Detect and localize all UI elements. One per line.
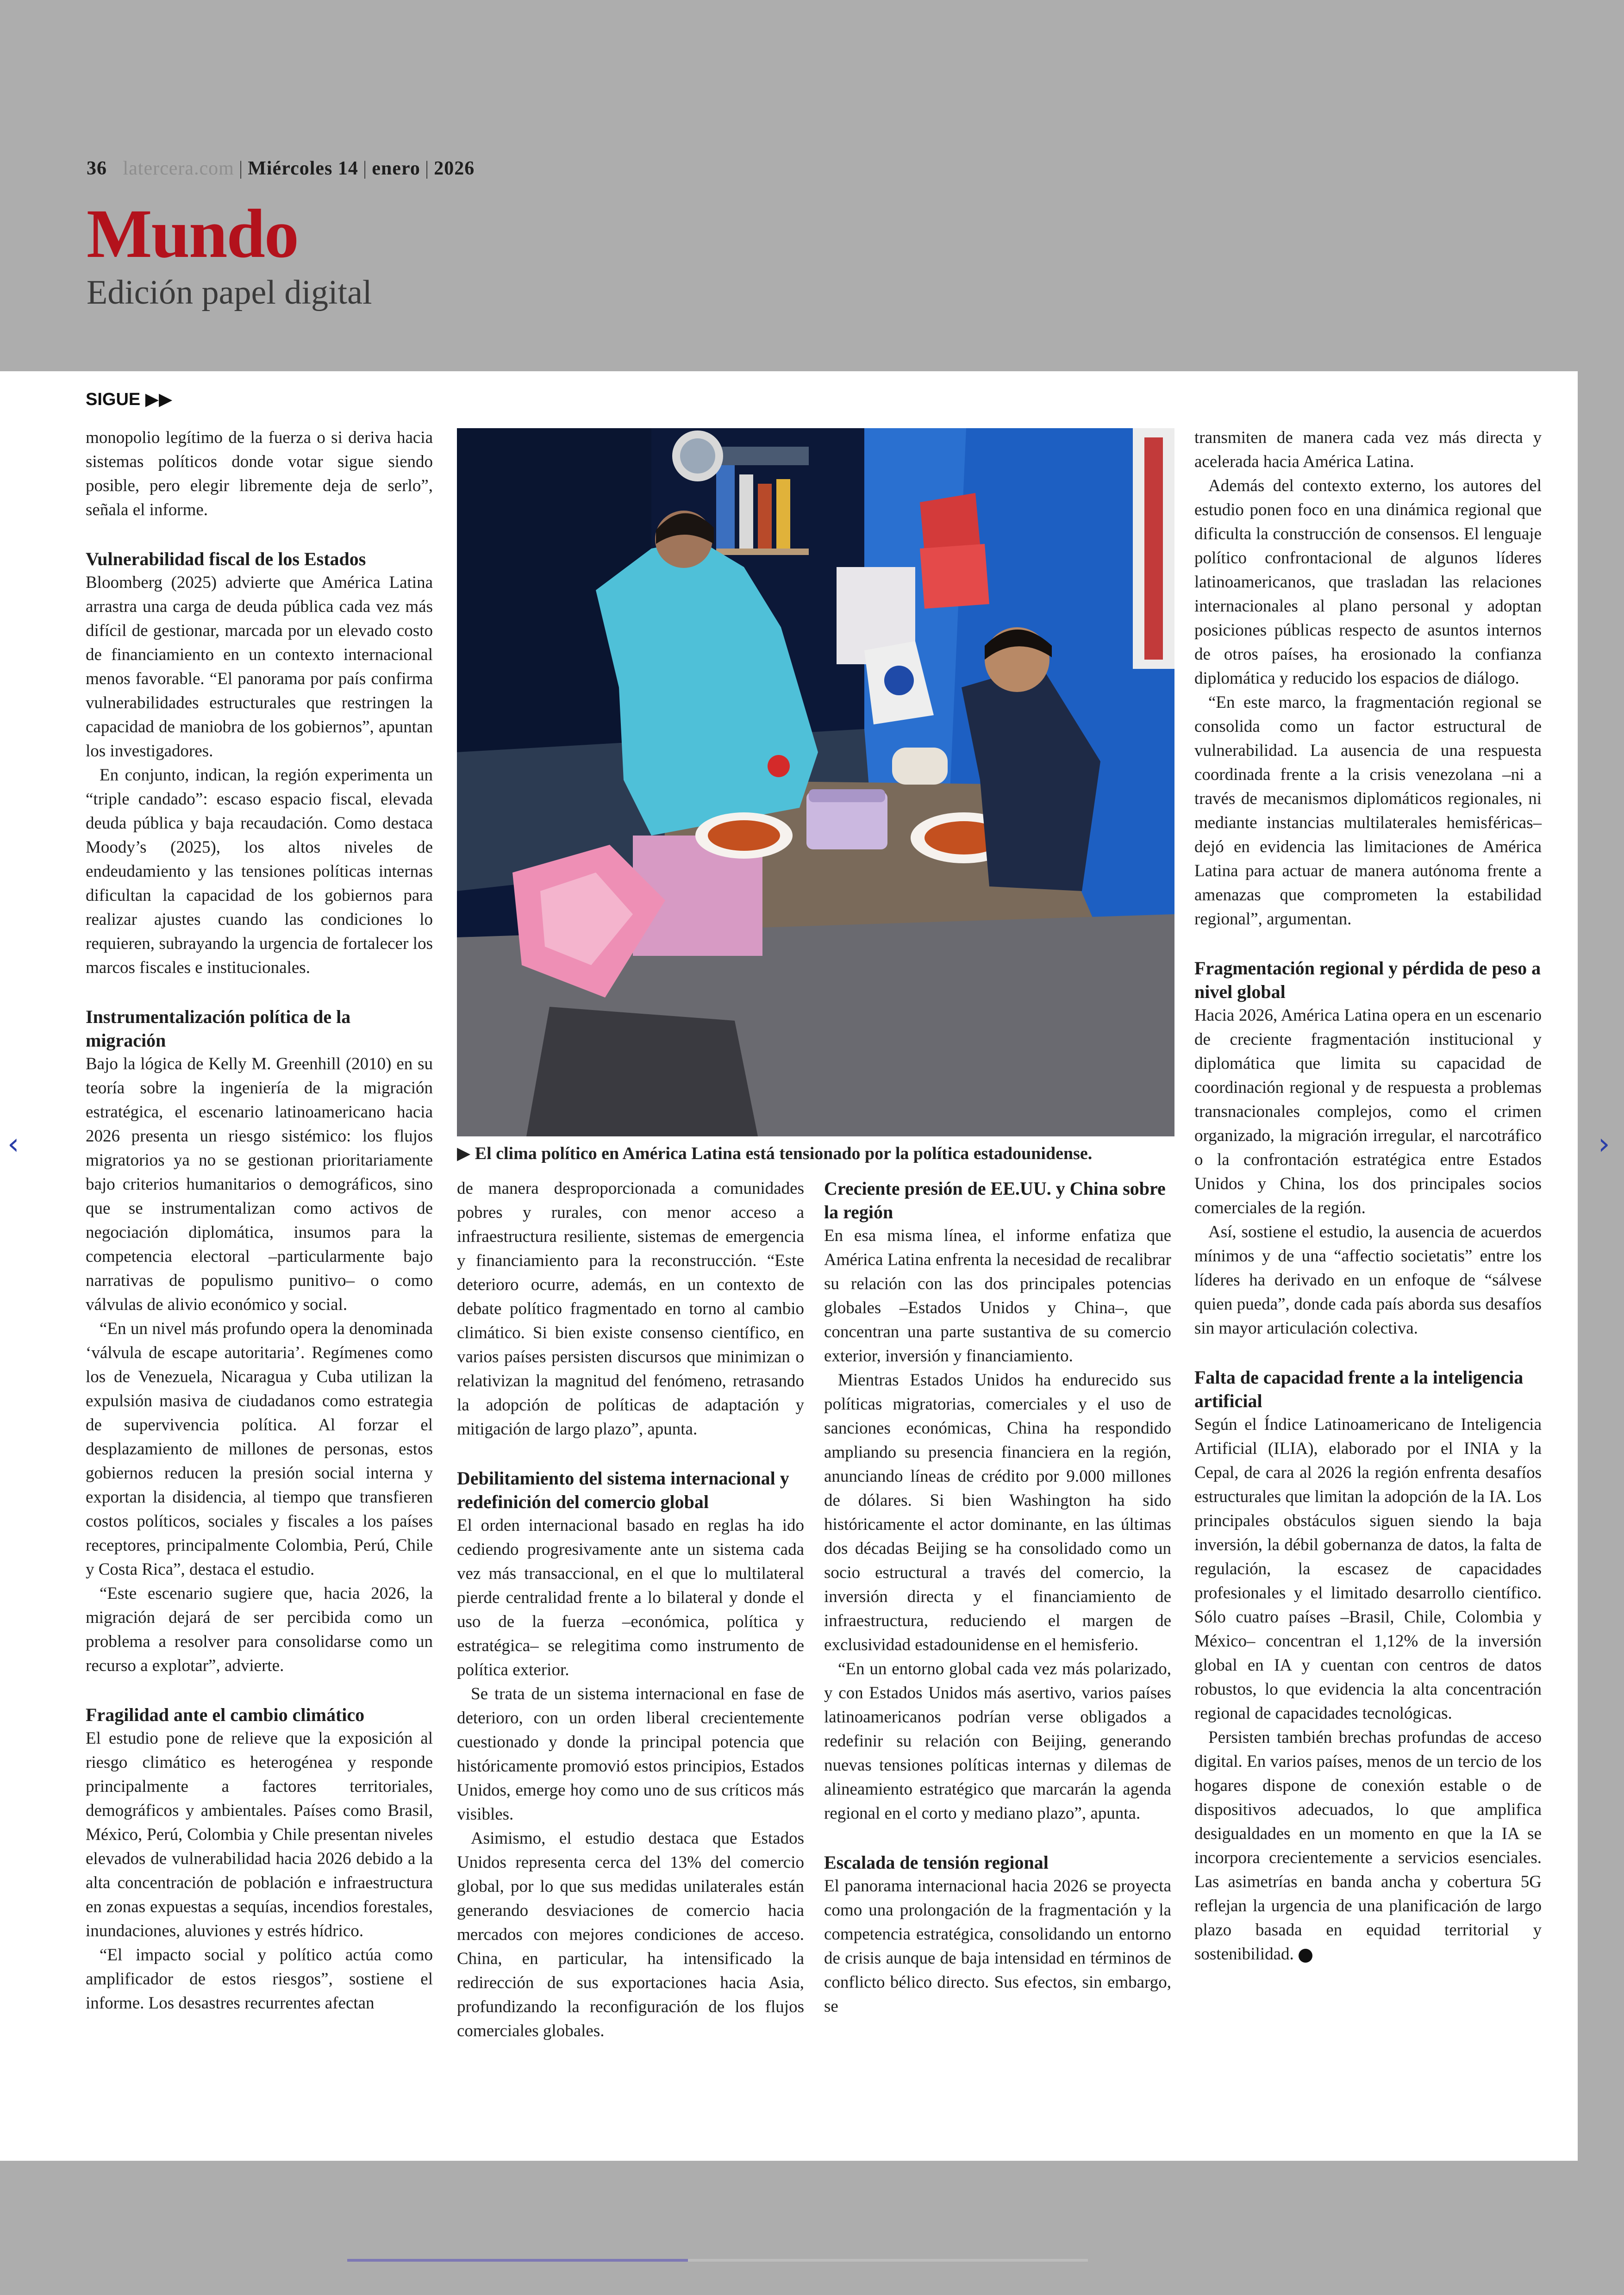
article-column-1	[86, 426, 433, 2015]
paragraph: El orden internacional basado en reglas ha ido cediendo progresivamente ante un sistema cada vez más transaccional, en el que lo multilateral pierde centralidad frente a lo bilateral y donde el uso de la fuerza –económica, política y estratégica– se relegitima como instrumento de política exterior.	[457, 1516, 804, 1679]
paragraph: Se trata de un sistema internacional en fase de deterioro, con un orden liberal crecientemente cuestionado y donde la principal potencia que históricamente promovió estos principios, Estados Unidos, emerge hoy como uno de sus críticos más visibles.	[457, 1684, 804, 1824]
article-photo	[457, 428, 1174, 1136]
article-column-4	[1194, 426, 1542, 1966]
subheading: Fragmentación regional y pérdida de peso a nivel global	[1194, 958, 1541, 1002]
chevron-right-icon[interactable]: ›	[1598, 1127, 1610, 1161]
subheading: Vulnerabilidad fiscal de los Estados	[86, 549, 366, 569]
date-year: 2026	[434, 158, 475, 179]
continue-label: SIGUE ▶▶	[86, 390, 173, 409]
paragraph: Bajo la lógica de Kelly M. Greenhill (2010) en su teoría sobre la ingeniería de la migración estratégica, el escenario latinoamericano hacia 2026 presenta un riesgo sistémico: los flujos migratorios ya no se gestionan prioritariamente bajo criterios humanitarios o demográficos, sino que se instrumentalizan como activos de negociación diplomática, insumos para la competencia electoral –particularmente bajo narrativas de populismo punitivo– o como válvulas de alivio económico y social.	[86, 1054, 433, 1314]
paragraph: Bloomberg (2025) advierte que América Latina arrastra una carga de deuda pública cada vez más difícil de gestionar, marcada por un elevado costo de financiamiento en un contexto internacional menos favorable. “El panorama por país confirma vulnerabilidades estructurales que restringen la capacidad de maniobra de los gobiernos”, apuntan los investigadores.	[86, 573, 433, 761]
paragraph: Mientras Estados Unidos ha endurecido sus políticas migratorias, comerciales y el uso de sanciones económicas, China ha respondido ampliando su presencia financiera en la región, anunciando líneas de crédito por 9.000 millones de dólares. Si bien Washington ha sido históricamente el actor dominante, en las últimas dos décadas Beijing se ha consolidado como un socio estructural a través del comercio, la inversión directa y el financiamiento de infraestructura, reduciendo el margen de exclusividad estadounidense en el hemisferio.	[824, 1371, 1171, 1654]
subheading: Fragilidad ante el cambio climático	[86, 1704, 365, 1725]
edition-subtitle: Edición papel digital	[87, 274, 372, 312]
paragraph: de manera desproporcionada a comunidades pobres y rurales, con menor acceso a infraestructura resiliente, sistemas de emergencia y financiamiento para la reconstrucción. “Este deterioro ocurre, además, en un contexto de debate político fragmentado en torno al cambio climático. Si bien existe consenso científico, en varios países persisten discursos que minimizan o relativizan la magnitud del fenómeno, retrasando la adopción de políticas de adaptación y mitigación de largo plazo”, apunta.	[457, 1179, 804, 1439]
paragraph: Asimismo, el estudio destaca que Estados Unidos representa cerca del 13% del comercio global, por lo que sus medidas unilaterales están generando desviaciones de comercio hacia mercados con mejores condiciones de acceso. China, en particular, ha intensificado la redirección de sus exportaciones hacia Asia, profundizando la reconfiguración de los flujos comerciales globales.	[457, 1829, 804, 2040]
date-month: enero	[372, 158, 420, 179]
dateline: 36 latercera.com | Miércoles 14 | enero | 2026	[87, 158, 475, 179]
paragraph: El estudio pone de relieve que la exposición al riesgo climático es heterogénea y responde principalmente a factores territoriales, demográficos y ambientales. Países como Brasil, México, Perú, Colombia y Chile presentan niveles elevados de vulnerabilidad hacia 2026 debido a la alta concentración de población e infraestructura en zonas expuestas a sequías, incendios forestales, inundaciones, aluviones y estrés hídrico.	[86, 1729, 433, 1940]
chevron-left-icon[interactable]: ‹	[7, 1127, 19, 1161]
paragraph: Además del contexto externo, los autores del estudio ponen foco en una dinámica regional que dificulta la construcción de consensos. El lenguaje político confrontacional de algunos líderes latinoamericanos, que trasladan las relaciones internacionales al plano personal y adoptan posiciones públicas respecto de asuntos internos de otros países, ha erosionado la confianza diplomática y reducido los espacios de diálogo.	[1194, 476, 1542, 688]
paragraph: transmiten de manera cada vez más directa y acelerada hacia América Latina.	[1194, 428, 1542, 471]
page-number: 36	[87, 158, 107, 179]
paragraph: “En este marco, la fragmentación regional se consolida como un factor estructural de vulnerabilidad. La ausencia de una respuesta coordinada frente a la crisis venezolana –ni a través de mecanismos diplomáticos regionales, ni mediante instancias multilaterales hemisféricas– dejó en evidencia las limitaciones de América Latina para actuar de manera autónoma frente a amenazas que comprometen la estabilidad regional”, argumentan.	[1194, 693, 1542, 929]
paragraph: En conjunto, indican, la región experimenta un “triple candado”: escaso espacio fiscal, elevada deuda pública y baja recaudación. Como destaca Moody’s (2025), los altos niveles de endeudamiento y las tensiones políticas internas dificultan la capacidad de los gobiernos para realizar ajustes cuando las condiciones lo requieren, subrayando la urgencia de fortalecer los marcos fiscales e institucionales.	[86, 766, 433, 977]
subheading: Falta de capacidad frente a la inteligencia artificial	[1194, 1367, 1524, 1411]
subheading: Debilitamiento del sistema internacional y redefinición del comercio global	[457, 1468, 789, 1512]
section-title: Mundo	[87, 195, 298, 272]
paragraph: En esa misma línea, el informe enfatiza que América Latina enfrenta la necesidad de recalibrar su relación con las dos principales potencias globales –Estados Unidos y China–, que concentran una parte sustantiva de su comercio exterior, inversión y financiamiento.	[824, 1226, 1171, 1366]
reading-progress-fill	[347, 2259, 688, 2262]
paragraph: Hacia 2026, América Latina opera en un escenario de creciente fragmentación institucional y diplomática que limita su capacidad de coordinación regional y de respuesta a problemas transnacionales complejos, como el crimen organizado, la migración irregular, el narcotráfico o la confrontación estratégica entre Estados Unidos y China, los dos principales socios comerciales de la región.	[1194, 1006, 1542, 1217]
photo-caption: ▶ El clima político en América Latina está tensionado por la política estadounidense.	[457, 1144, 1093, 1163]
date-weekday: Miércoles 14	[248, 158, 358, 179]
article-column-2	[457, 1177, 804, 2043]
paragraph: “En un entorno global cada vez más polarizado, y con Estados Unidos más asertivo, varios países latinoamericanos podrían verse obligados a redefinir su relación con Beijing, generando nuevas tensiones políticas internas y dilemas de alineamiento estratégico que marcarán la agenda regional en el corto y mediano plazo”, apunta.	[824, 1659, 1171, 1823]
subheading: Escalada de tensión regional	[824, 1852, 1049, 1873]
paragraph: Según el Índice Latinoamericano de Inteligencia Artificial (ILIA), elaborado por el INIA y la Cepal, de cara al 2026 la región enfrenta desafíos estructurales que limitan la adopción de la IA. Los principales obstáculos siguen siendo la baja inversión, la débil gobernanza de datos, la falta de regulación, la escasez de capacidades profesionales y el limitado desarrollo científico. Sólo cuatro países –Brasil, Chile, Colombia y México– concentran el 1,12% de la inversión global en IA y cuentan con centros de datos robustos, lo que evidencia la alta concentración regional de capacidades tecnológicas.	[1194, 1415, 1542, 1723]
subheading: Instrumentalización política de la migración	[86, 1006, 351, 1051]
reading-progress-bar	[347, 2259, 1088, 2262]
site-name: latercera.com	[123, 158, 234, 179]
paragraph	[1194, 1726, 1542, 1966]
newspaper-page	[0, 371, 1578, 2161]
paragraph: monopolio legítimo de la fuerza o si deriva hacia sistemas políticos donde votar sigue siendo posible, pero elegir libremente deja de serlo”, señala el informe.	[86, 428, 433, 519]
paragraph: El panorama internacional hacia 2026 se proyecta como una prolongación de la fragmentación y la competencia estratégica, consolidando un entorno de crisis aunque de baja intensidad en términos de conflicto bélico directo. Sus efectos, sin embargo, se	[824, 1877, 1171, 2016]
end-of-article-icon	[1299, 1949, 1312, 1963]
paragraph-text: Persisten también brechas profundas de acceso digital. En varios países, menos de un tercio de los hogares dispone de conexión estable o de dispositivos adecuados, lo que amplifica desigualdades en un momento en que la IA se incorpora crecientemente a servicios esenciales. Las asimetrías en banda ancha y cobertura 5G reflejan la urgencia de una planificación de largo plazo basada en equidad territorial y sostenibilidad.	[1194, 1728, 1542, 1964]
paragraph: “En un nivel más profundo opera la denominada ‘válvula de escape autoritaria’. Regímenes como los de Venezuela, Nicaragua y Cuba utilizan la expulsión masiva de ciudadanos como estrategia de supervivencia política. Al forzar el desplazamiento de millones de personas, estos gobiernos reducen la presión social interna y exportan la disidencia, al tiempo que transfieren costos políticos, sociales y fiscales a los países receptores, principalmente Colombia, Perú, Chile y Costa Rica”, destaca el estudio.	[86, 1319, 433, 1579]
subheading: Creciente presión de EE.UU. y China sobre la región	[824, 1178, 1166, 1222]
article-column-3	[824, 1177, 1171, 2019]
paragraph: “Este escenario sugiere que, hacia 2026, la migración dejará de ser percibida como un problema a resolver para consolidarse como un recurso a explotar”, advierte.	[86, 1584, 433, 1675]
paragraph: Así, sostiene el estudio, la ausencia de acuerdos mínimos y de una “affectio societatis” entre los líderes ha derivado en un enfoque de “sálvese quien pueda”, donde cada país aborda sus desafíos sin mayor articulación colectiva.	[1194, 1222, 1542, 1338]
paragraph: “El impacto social y político actúa como amplificador de estos riesgos”, sostiene el informe. Los desastres recurrentes afectan	[86, 1946, 433, 2013]
